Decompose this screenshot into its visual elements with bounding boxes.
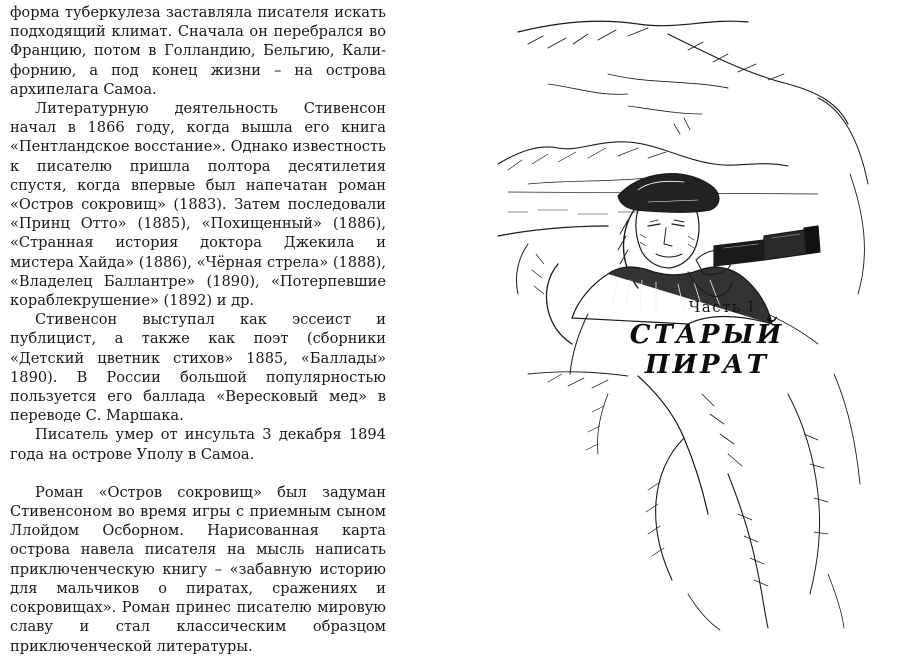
- right-page: [452, 0, 901, 638]
- paragraph-essayist-poet: Стивенсон выступал как эссеист и публицист, а также как поэт (сборники «Детский цветник стихов» 1885, «Баллады» 1890). В России большой популярностью пользуется его баллада «Вересковый мед» в переводе С. Маршака.: [10, 311, 386, 425]
- text-column: [10, 3, 386, 656]
- paragraph-death: Писатель умер от инсульта 3 декабря 1894 года на острове Уполу в Самоа.: [10, 426, 386, 463]
- part-title: СТАРЫЙ ПИРАТ: [629, 320, 785, 380]
- paragraph-treasure-island: Роман «Остров сокровищ» был задуман Стивенсоном во время игры с приемным сыном Ллойдом Осборном. Нарисованная карта острова навела писателя на мысль написать приключенческую книгу – «забавную историю для мальчиков о пиратах, сражениях и сокровищах». Роман принес писателю мировую славу и стал классическим образцом приключенческой литературы.: [10, 483, 386, 655]
- paragraph-literary-career: Литературную деятельность Стивенсон начал в 1866 году, когда вышла его книга «Пентландское восстание». Однако известность к писателю пришла полтора десятилетия спустя, когда впервые был напечатан роман «Остров сокровищ» (1883). Затем последовали «Принц Отто» (1885), «Похищенный» (1886), «Странная история доктора Джекила и мистера Хайда» (1886), «Чёрная стрела» (1888), «Владелец Баллантре» (1890), «Потерпевшие кораблекрушение» (1892) и др.: [10, 100, 386, 310]
- paragraph-illness: форма туберкулеза заставляла писателя искать подходящий климат. Сначала он перебрался во Францию, потом в Голландию, Бельгию, Калифорнию, а под конец жизни – на острова архипелага Самоа.: [10, 4, 386, 98]
- part-label: Часть I: [688, 298, 756, 316]
